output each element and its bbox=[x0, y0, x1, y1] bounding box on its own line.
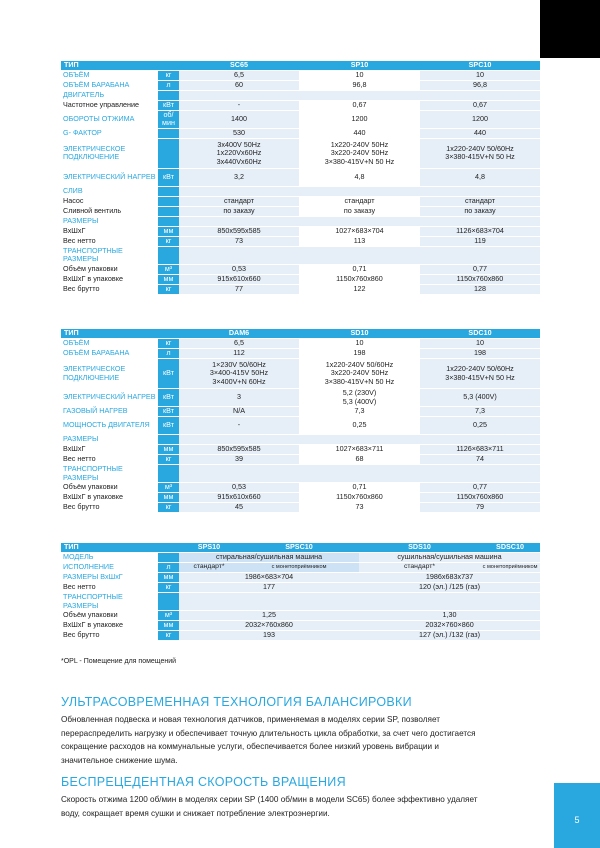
value-cell: 5,2 (230V) 5,3 (400V) bbox=[299, 389, 420, 407]
unit-cell: кВт bbox=[158, 389, 179, 407]
header-cell: SP10 bbox=[299, 61, 420, 71]
table-row bbox=[61, 339, 540, 349]
value-cell: 177 bbox=[179, 583, 359, 593]
unit-cell: кг bbox=[158, 339, 179, 349]
unit-cell: кг bbox=[158, 237, 179, 247]
row-label: ОБЪЁМ bbox=[61, 339, 158, 349]
value-cell: с монетоприёмником bbox=[480, 563, 540, 573]
value-cell: 5,3 (400V) bbox=[420, 389, 540, 407]
section-heading-spin: БЕСПРЕЦЕДЕНТНАЯ СКОРОСТЬ ВРАЩЕНИЯ bbox=[61, 775, 346, 789]
value-cell: 10 bbox=[299, 339, 420, 349]
row-label: РАЗМЕРЫ bbox=[61, 435, 158, 445]
value-cell: 1150x760x860 bbox=[420, 493, 540, 503]
value-cell: стиральная/сушильная машина bbox=[179, 553, 359, 563]
value-cell: 127 (эл.) /132 (газ) bbox=[359, 631, 540, 641]
unit-cell bbox=[158, 129, 179, 139]
table-row bbox=[61, 111, 540, 129]
value-cell: 1126×683×711 bbox=[420, 445, 540, 455]
value-cell: 198 bbox=[420, 349, 540, 359]
value-cell: 1×230V 50/60Hz 3×400-415V 50Hz 3×400V+N 60Hz bbox=[179, 359, 299, 389]
value-cell: 73 bbox=[179, 237, 299, 247]
row-label: Вес нетто bbox=[61, 455, 158, 465]
unit-cell: мм bbox=[158, 445, 179, 455]
table-header-row bbox=[61, 61, 540, 71]
value-cell: 6,5 bbox=[179, 339, 299, 349]
value-cell: 0,25 bbox=[420, 417, 540, 435]
header-cell: SPS10 bbox=[179, 543, 239, 553]
table-row bbox=[61, 455, 540, 465]
row-label: Насос bbox=[61, 197, 158, 207]
table-row bbox=[61, 583, 540, 593]
row-label: Вес брутто bbox=[61, 503, 158, 513]
row-label: ОБЪЁМ БАРАБАНА bbox=[61, 349, 158, 359]
value-cell: 0,77 bbox=[420, 483, 540, 493]
table-row bbox=[61, 71, 540, 81]
header-cell: ТИП bbox=[61, 329, 158, 339]
table-row bbox=[61, 407, 540, 417]
table-row bbox=[61, 129, 540, 139]
unit-cell: м³ bbox=[158, 611, 179, 621]
table-row bbox=[61, 465, 540, 483]
value-cell: по заказу bbox=[179, 207, 299, 217]
unit-cell: кг bbox=[158, 503, 179, 513]
value-cell: 10 bbox=[420, 71, 540, 81]
value-cell: 1150x760x860 bbox=[299, 493, 420, 503]
row-label: ВхШхГ bbox=[61, 445, 158, 455]
value-cell: 120 (эл.) /125 (газ) bbox=[359, 583, 540, 593]
table-row bbox=[61, 359, 540, 389]
unit-cell: кг bbox=[158, 285, 179, 295]
value-cell: с монетоприёмником bbox=[239, 563, 359, 573]
header-cell: SPC10 bbox=[420, 61, 540, 71]
unit-cell bbox=[158, 593, 179, 611]
value-cell: 440 bbox=[299, 129, 420, 139]
value-cell: 2032×760×860 bbox=[359, 621, 540, 631]
value-cell bbox=[420, 247, 540, 265]
row-label: ГАЗОВЫЙ НАГРЕВ bbox=[61, 407, 158, 417]
row-label: Сливной вентиль bbox=[61, 207, 158, 217]
value-cell: 0,67 bbox=[299, 101, 420, 111]
value-cell: 850x595x585 bbox=[179, 227, 299, 237]
value-cell: 530 bbox=[179, 129, 299, 139]
table-row bbox=[61, 493, 540, 503]
value-cell: 3x400V 50Hz 1x220Vx60Hz 3x440Vx60Hz bbox=[179, 139, 299, 169]
value-cell: 1,25 bbox=[179, 611, 359, 621]
header-cell: SDS10 bbox=[359, 543, 480, 553]
table-row bbox=[61, 275, 540, 285]
unit-cell: мм bbox=[158, 227, 179, 237]
spec-table-dryers bbox=[61, 329, 540, 513]
value-cell: 1986x683x737 bbox=[359, 573, 540, 583]
value-cell: стандарт bbox=[179, 197, 299, 207]
value-cell: 198 bbox=[299, 349, 420, 359]
value-cell: - bbox=[179, 101, 299, 111]
unit-cell: л bbox=[158, 563, 179, 573]
table-row bbox=[61, 81, 540, 91]
value-cell: 1027×683×711 bbox=[299, 445, 420, 455]
unit-cell: об/мин bbox=[158, 111, 179, 129]
unit-cell bbox=[158, 197, 179, 207]
value-cell: 1200 bbox=[420, 111, 540, 129]
unit-cell: мм bbox=[158, 275, 179, 285]
table-row bbox=[61, 247, 540, 265]
value-cell: сушильная/сушильная машина bbox=[359, 553, 540, 563]
row-label: ДВИГАТЕЛЬ bbox=[61, 91, 158, 101]
section-body-spin: Скорость отжима 1200 об/мин в моделях серии SP (1400 об/мин в модели SC65) более эффективно удаляет воду, сокращает время сушки и снижает потребление электроэнергии. bbox=[61, 795, 478, 818]
value-cell: стандарт* bbox=[359, 563, 480, 573]
value-cell: 3 bbox=[179, 389, 299, 407]
table-row bbox=[61, 285, 540, 295]
value-cell: 1200 bbox=[299, 111, 420, 129]
table-row bbox=[61, 169, 540, 187]
value-cell: 0,77 bbox=[420, 265, 540, 275]
value-cell: 1150x760x860 bbox=[420, 275, 540, 285]
value-cell: 3,2 bbox=[179, 169, 299, 187]
value-cell: 60 bbox=[179, 81, 299, 91]
row-label: ТРАНСПОРТНЫЕ РАЗМЕРЫ bbox=[61, 247, 158, 265]
row-label: Вес нетто bbox=[61, 237, 158, 247]
row-label: ИСПОЛНЕНИЕ bbox=[61, 563, 158, 573]
value-cell: 1x220-240V 50/60Hz 3×380-415V+N 50 Hz bbox=[420, 139, 540, 169]
value-cell: 96,8 bbox=[299, 81, 420, 91]
value-cell: 10 bbox=[420, 339, 540, 349]
row-label: Вес нетто bbox=[61, 583, 158, 593]
page-number: 5 bbox=[554, 783, 600, 848]
corner-block bbox=[540, 0, 600, 58]
value-cell: 10 bbox=[299, 71, 420, 81]
value-cell: стандарт bbox=[299, 197, 420, 207]
value-cell: 1x220-240V 50Hz 3x220-240V 50Hz 3×380-415V+N 50 Hz bbox=[299, 139, 420, 169]
unit-cell: кВт bbox=[158, 101, 179, 111]
table-row bbox=[61, 101, 540, 111]
header-cell: ТИП bbox=[61, 543, 158, 553]
row-label: ЭЛЕКТРИЧЕСКИЙ НАГРЕВ bbox=[61, 389, 158, 407]
value-cell: 7,3 bbox=[299, 407, 420, 417]
table-header-row bbox=[61, 329, 540, 339]
value-cell: 0,25 bbox=[299, 417, 420, 435]
table-row bbox=[61, 417, 540, 435]
table-row bbox=[61, 227, 540, 237]
unit-cell bbox=[158, 465, 179, 483]
header-cell: SC65 bbox=[179, 61, 299, 71]
spec-table-washers bbox=[61, 61, 540, 295]
row-label: ТРАНСПОРТНЫЕ РАЗМЕРЫ bbox=[61, 593, 158, 611]
header-cell: DAM6 bbox=[179, 329, 299, 339]
row-label: Частотное управление bbox=[61, 101, 158, 111]
header-cell: ТИП bbox=[61, 61, 158, 71]
value-cell: 77 bbox=[179, 285, 299, 295]
value-cell: 193 bbox=[179, 631, 359, 641]
value-cell: 850x595x585 bbox=[179, 445, 299, 455]
unit-cell: кВт bbox=[158, 407, 179, 417]
value-cell: 915x610x660 bbox=[179, 275, 299, 285]
value-cell: 1027×683×704 bbox=[299, 227, 420, 237]
value-cell: по заказу bbox=[299, 207, 420, 217]
unit-cell bbox=[158, 207, 179, 217]
value-cell: 440 bbox=[420, 129, 540, 139]
value-cell: N/A bbox=[179, 407, 299, 417]
row-label: СЛИВ bbox=[61, 187, 158, 197]
table-row bbox=[61, 553, 540, 563]
value-cell bbox=[359, 593, 540, 611]
value-cell bbox=[179, 465, 299, 483]
value-cell: 122 bbox=[299, 285, 420, 295]
unit-cell: кг bbox=[158, 583, 179, 593]
unit-cell: л bbox=[158, 349, 179, 359]
header-cell: SPSC10 bbox=[239, 543, 359, 553]
table-row bbox=[61, 139, 540, 169]
value-cell bbox=[179, 247, 299, 265]
footnote: *OPL - Помещение для помещений bbox=[61, 658, 177, 665]
value-cell: 68 bbox=[299, 455, 420, 465]
header-cell: SDSC10 bbox=[480, 543, 540, 553]
value-cell: 2032×760x860 bbox=[179, 621, 359, 631]
unit-cell bbox=[158, 247, 179, 265]
value-cell: 113 bbox=[299, 237, 420, 247]
header-cell: SD10 bbox=[299, 329, 420, 339]
header-cell bbox=[158, 543, 179, 553]
value-cell: стандарт bbox=[420, 197, 540, 207]
unit-cell bbox=[158, 187, 179, 197]
header-cell: SDC10 bbox=[420, 329, 540, 339]
value-cell: 39 bbox=[179, 455, 299, 465]
value-cell: 1400 bbox=[179, 111, 299, 129]
table-row bbox=[61, 593, 540, 611]
value-cell: 128 bbox=[420, 285, 540, 295]
value-cell: 73 bbox=[299, 503, 420, 513]
unit-cell: кг bbox=[158, 631, 179, 641]
value-cell: по заказу bbox=[420, 207, 540, 217]
row-label: ВхШхГ в упаковке bbox=[61, 621, 158, 631]
unit-cell: мм bbox=[158, 493, 179, 503]
row-label: Объём упаковки bbox=[61, 483, 158, 493]
value-cell: 0,53 bbox=[179, 265, 299, 275]
value-cell: 0,53 bbox=[179, 483, 299, 493]
row-label: Объём упаковки bbox=[61, 265, 158, 275]
value-cell bbox=[299, 247, 420, 265]
table-row bbox=[61, 445, 540, 455]
value-cell: 1986×683×704 bbox=[179, 573, 359, 583]
value-cell: 0,71 bbox=[299, 265, 420, 275]
row-label: ЭЛЕКТРИЧЕСКОЕ ПОДКЛЮЧЕНИЕ bbox=[61, 139, 158, 169]
table-row bbox=[61, 389, 540, 407]
unit-cell: мм bbox=[158, 573, 179, 583]
row-label: МОЩНОСТЬ ДВИГАТЕЛЯ bbox=[61, 417, 158, 435]
table-row bbox=[61, 207, 540, 217]
value-cell: 1150x760x860 bbox=[299, 275, 420, 285]
section-heading-balancing: УЛЬТРАСОВРЕМЕННАЯ ТЕХНОЛОГИЯ БАЛАНСИРОВКИ bbox=[61, 695, 412, 709]
value-cell: 915x610x660 bbox=[179, 493, 299, 503]
row-label: РАЗМЕРЫ ВхШхГ bbox=[61, 573, 158, 583]
row-label: ВхШхГ bbox=[61, 227, 158, 237]
value-cell: 4,8 bbox=[299, 169, 420, 187]
unit-cell: кг bbox=[158, 71, 179, 81]
row-label: ЭЛЕКТРИЧЕСКИЙ НАГРЕВ bbox=[61, 169, 158, 187]
row-label: ОБЪЁМ БАРАБАНА bbox=[61, 81, 158, 91]
unit-cell bbox=[158, 139, 179, 169]
table-row bbox=[61, 503, 540, 513]
row-label: Вес брутто bbox=[61, 631, 158, 641]
row-label: Вес брутто bbox=[61, 285, 158, 295]
row-label: ВхШхГ в упаковке bbox=[61, 275, 158, 285]
value-cell: 1,30 bbox=[359, 611, 540, 621]
value-cell: 119 bbox=[420, 237, 540, 247]
value-cell: 0,71 bbox=[299, 483, 420, 493]
value-cell: стандарт* bbox=[179, 563, 239, 573]
value-cell: 112 bbox=[179, 349, 299, 359]
section-body-balancing: Обновленная подвеска и новая технология датчиков, применяемая в моделях серии SP, позволяет перераспределить нагрузку и обеспечивает точную длительность цикла обработки, за счет чего достигается сокращение расходов на коммунальные услуги, обеспечивается более низкий уровень вибрации и значительное снижение шума. bbox=[61, 715, 476, 765]
spec-table-stacks bbox=[61, 543, 540, 641]
row-label: ЭЛЕКТРИЧЕСКОЕ ПОДКЛЮЧЕНИЕ bbox=[61, 359, 158, 389]
unit-cell: кВт bbox=[158, 359, 179, 389]
value-cell: 79 bbox=[420, 503, 540, 513]
unit-cell: м³ bbox=[158, 265, 179, 275]
row-label: ТРАНСПОРТНЫЕ РАЗМЕРЫ bbox=[61, 465, 158, 483]
value-cell bbox=[420, 465, 540, 483]
value-cell: 96,8 bbox=[420, 81, 540, 91]
unit-cell: л bbox=[158, 81, 179, 91]
value-cell bbox=[299, 465, 420, 483]
unit-cell: мм bbox=[158, 621, 179, 631]
unit-cell: м³ bbox=[158, 483, 179, 493]
value-cell: 0,67 bbox=[420, 101, 540, 111]
value-cell: 74 bbox=[420, 455, 540, 465]
unit-cell: кВт bbox=[158, 169, 179, 187]
table-row bbox=[61, 631, 540, 641]
unit-cell: кг bbox=[158, 455, 179, 465]
value-cell: 4,8 bbox=[420, 169, 540, 187]
row-label: ОБОРОТЫ ОТЖИМА bbox=[61, 111, 158, 129]
row-label: ОБЪЁМ bbox=[61, 71, 158, 81]
row-label: МОДЕЛЬ bbox=[61, 553, 158, 563]
value-cell: 6,5 bbox=[179, 71, 299, 81]
row-label: ВхШхГ в упаковке bbox=[61, 493, 158, 503]
row-label: G- ФАКТОР bbox=[61, 129, 158, 139]
value-cell: 45 bbox=[179, 503, 299, 513]
value-cell: - bbox=[179, 417, 299, 435]
table-row bbox=[61, 349, 540, 359]
value-cell: 1126×683×704 bbox=[420, 227, 540, 237]
value-cell bbox=[179, 593, 359, 611]
value-cell: 1x220-240V 50/60Hz 3x220-240V 50Hz 3×380-415V+N 50 Hz bbox=[299, 359, 420, 389]
row-label: РАЗМЕРЫ bbox=[61, 217, 158, 227]
row-label: Объём упаковки bbox=[61, 611, 158, 621]
value-cell: 7,3 bbox=[420, 407, 540, 417]
table-row bbox=[61, 237, 540, 247]
unit-cell: кВт bbox=[158, 417, 179, 435]
value-cell: 1x220-240V 50/60Hz 3×380-415V+N 50 Hz bbox=[420, 359, 540, 389]
